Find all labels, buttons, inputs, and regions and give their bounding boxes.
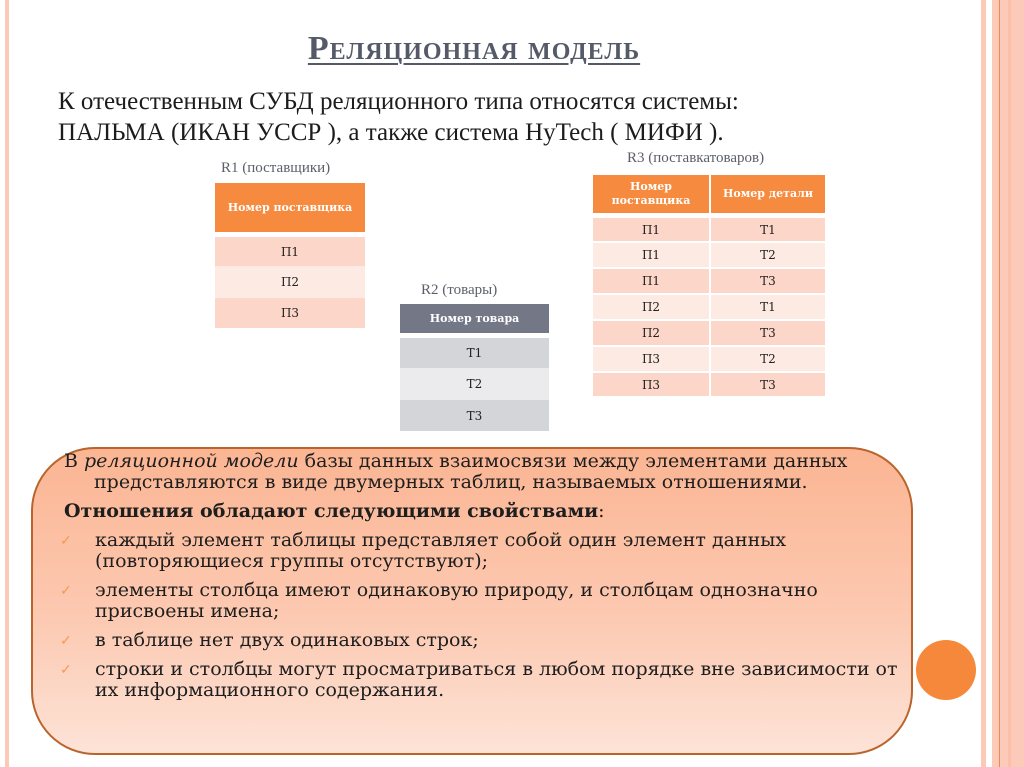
intro-line-1: К отечественным СУБД реляционного типа относятся системы: (58, 88, 739, 115)
r3-cell: Т1 (709, 218, 825, 243)
slide-title: Реляционная модель (307, 30, 641, 67)
r3-header-part: Номер детали (709, 175, 825, 213)
r3-header-supplier: Номер поставщика (593, 175, 709, 213)
checkmark-icon: ✓ (60, 533, 72, 549)
r2-caption: R2 (товары) (421, 282, 498, 298)
r3-cell: П1 (593, 269, 709, 295)
property-bullet: ✓ каждый элемент таблицы представляет собой один элемент данных (повторяющиеся группы отсутствуют); (60, 529, 787, 572)
right-decorative-line (1008, 0, 1011, 767)
r3-cell: П3 (593, 373, 709, 398)
property-bullet: ✓ строки и столбцы могут просматриваться в любом порядке вне зависимости от их информационного содержания. (60, 658, 898, 701)
r1-cell: П2 (215, 266, 365, 298)
property-bullet: ✓ в таблице нет двух одинаковых строк; (60, 629, 479, 651)
r3-table (593, 175, 825, 398)
decorative-orange-circle (916, 640, 976, 700)
properties-callout-content (60, 450, 904, 709)
right-decorative-line (999, 0, 1000, 767)
r1-table (215, 183, 365, 328)
r2-header: Номер товара (400, 304, 549, 333)
r3-cell: Т3 (709, 373, 825, 398)
r3-cell: П1 (593, 218, 709, 243)
intro-line-2: ПАЛЬМА (ИКАН УССР ), а также система HyTech ( МИФИ ). (58, 119, 724, 146)
left-decorative-stripe (5, 0, 9, 767)
r2-cell: Т3 (400, 400, 549, 431)
r3-cell: П2 (593, 321, 709, 347)
r3-cell: П1 (593, 243, 709, 269)
emphasized-term: реляционной модели (84, 450, 299, 472)
checkmark-icon: ✓ (60, 662, 72, 678)
checkmark-icon: ✓ (60, 633, 72, 649)
right-decorative-stripe (981, 0, 986, 767)
r2-cell: Т2 (400, 368, 549, 400)
r3-cell: Т2 (709, 347, 825, 373)
r3-cell: Т2 (709, 243, 825, 269)
definition-paragraph: В реляционной модели базы данных взаимосвязи между элементами данных представляются в виде двумерных таблиц, называемых отношениями. (64, 450, 848, 493)
r3-caption: R3 (поставкатоваров) (627, 150, 765, 166)
property-bullet: ✓ элементы столбца имеют одинаковую природу, и столбцам однозначно присвоены имена; (60, 579, 818, 622)
r1-header: Номер поставщика (215, 183, 365, 232)
r2-table (400, 304, 549, 431)
properties-heading: Отношения обладают следующими свойствами: (64, 500, 605, 522)
intro-text (58, 86, 938, 148)
r3-cell: Т1 (709, 295, 825, 321)
r1-cell: П1 (215, 237, 365, 266)
r3-cell: Т3 (709, 321, 825, 347)
r3-cell: П2 (593, 295, 709, 321)
r3-cell: Т3 (709, 269, 825, 295)
checkmark-icon: ✓ (60, 583, 72, 599)
r2-cell: Т1 (400, 338, 549, 368)
r1-cell: П3 (215, 298, 365, 328)
r3-cell: П3 (593, 347, 709, 373)
r1-caption: R1 (поставщики) (221, 160, 331, 176)
